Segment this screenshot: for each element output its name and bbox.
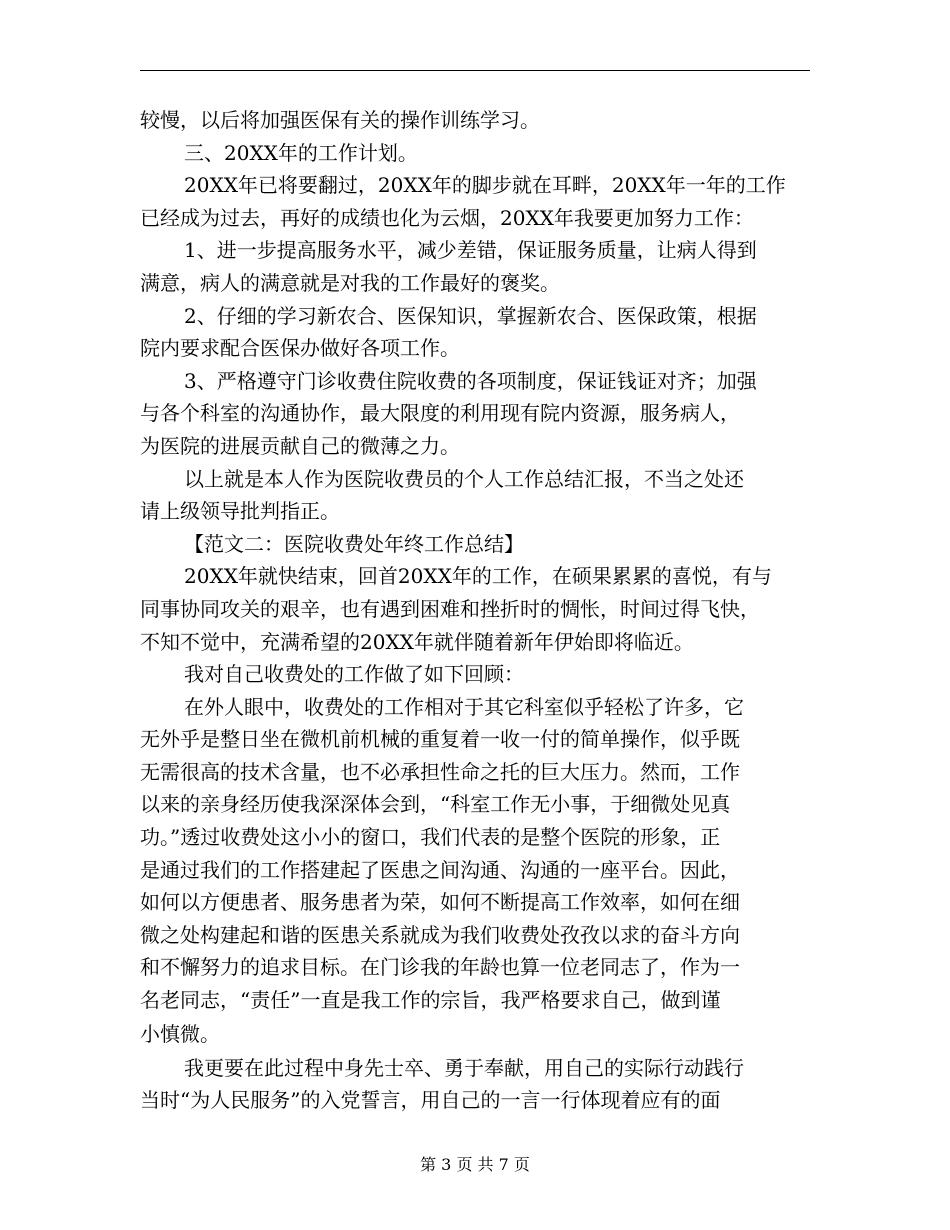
page-number: 第 3 页 共 7 页 — [420, 1155, 530, 1174]
document-body — [140, 104, 810, 1117]
header-rule — [140, 70, 810, 71]
text-line: 与各个科室的沟通协作，最大限度的利用现有院内资源，服务病人， — [140, 401, 740, 426]
text-line: 在外人眼中，收费处的工作相对于其它科室似乎轻松了许多，它 — [184, 694, 744, 719]
text-line: 我更要在此过程中身先士卒、勇于奉献，用自己的实际行动践行 — [184, 1055, 744, 1080]
text-line: 无外乎是整日坐在微机前机械的重复着一收一付的简单操作，似乎既 — [140, 727, 740, 752]
text-line: 同事协同攻关的艰辛，也有遇到困难和挫折时的惆怅，时间过得飞快， — [140, 596, 760, 621]
text-line: 是通过我们的工作搭建起了医患之间沟通、沟通的一座平台。因此， — [140, 857, 740, 882]
text-line: 【范文二：医院收费处年终工作总结】 — [184, 531, 524, 556]
text-line: 请上级领导批判指正。 — [140, 499, 340, 524]
text-line: 功。”透过收费处这小小的窗口，我们代表的是整个医院的形象，正 — [140, 825, 721, 850]
text-line: 已经成为过去，再好的成绩也化为云烟，20XX年我要更加努力工作： — [140, 205, 754, 230]
text-line: 三、20XX年的工作计划。 — [184, 140, 418, 165]
text-line: 小慎微。 — [140, 1021, 220, 1046]
text-line: 3、严格遵守门诊收费住院收费的各项制度，保证钱证对齐；加强 — [184, 368, 757, 393]
text-line: 满意，病人的满意就是对我的工作最好的褒奖。 — [140, 270, 560, 295]
text-line: 微之处构建起和谐的医患关系就成为我们收费处孜孜以求的奋斗方向 — [140, 922, 740, 947]
text-line: 当时“为人民服务”的入党誓言，用自己的一言一行体现着应有的面 — [140, 1088, 721, 1113]
text-line: 以来的亲身经历使我深深体会到，“科室工作无小事，于细微处见真 — [140, 792, 731, 817]
text-line: 以上就是本人作为医院收费员的个人工作总结汇报，不当之处还 — [184, 466, 744, 491]
text-line: 20XX年就快结束，回首20XX年的工作，在硕果累累的喜悦，有与 — [184, 564, 772, 589]
text-line: 院内要求配合医保办做好各项工作。 — [140, 336, 460, 361]
text-line: 不知不觉中，充满希望的20XX年就伴随着新年伊始即将临近。 — [140, 629, 694, 654]
text-line: 为医院的进展贡献自己的微薄之力。 — [140, 433, 460, 458]
text-line: 和不懈努力的追求目标。在门诊我的年龄也算一位老同志了，作为一 — [140, 955, 740, 980]
text-line: 名老同志，“责任”一直是我工作的宗旨，我严格要求自己，做到谨 — [140, 988, 721, 1013]
text-line: 如何以方便患者、服务患者为荣，如何不断提高工作效率，如何在细 — [140, 890, 740, 915]
text-line: 较慢，以后将加强医保有关的操作训练学习。 — [140, 108, 540, 132]
text-line: 1、进一步提高服务水平，减少差错，保证服务质量，让病人得到 — [184, 238, 757, 263]
text-line: 无需很高的技术含量，也不必承担性命之托的巨大压力。然而，工作 — [140, 759, 740, 784]
text-line: 20XX年已将要翻过，20XX年的脚步就在耳畔，20XX年一年的工作 — [184, 173, 786, 198]
text-line: 2、仔细的学习新农合、医保知识，掌握新农合、医保政策，根据 — [184, 303, 757, 328]
text-line: 我对自己收费处的工作做了如下回顾： — [184, 662, 524, 687]
